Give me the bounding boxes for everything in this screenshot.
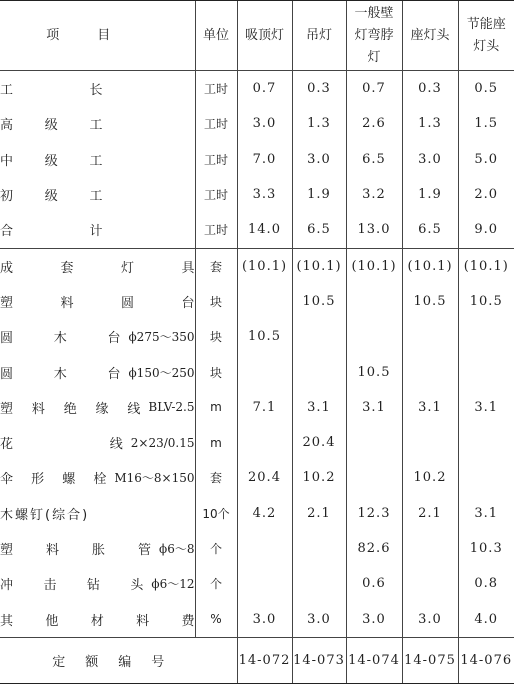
value-cell: 0.5 <box>458 71 514 107</box>
material-row <box>0 390 514 425</box>
value-cell: 20.4 <box>237 460 292 495</box>
value-cell: (10.1) <box>237 248 292 284</box>
unit-cell: 个 <box>195 566 237 601</box>
material-name-cell <box>0 390 195 425</box>
material-name-cell <box>0 602 195 638</box>
value-cell <box>292 566 346 601</box>
value-cell: 3.0 <box>402 142 458 177</box>
unit-cell: 块 <box>195 319 237 354</box>
unit-cell: % <box>195 602 237 638</box>
material-row <box>0 531 514 566</box>
unit-cell: m <box>195 425 237 460</box>
value-cell <box>402 354 458 389</box>
material-spec: ϕ150～250 <box>128 365 195 380</box>
labor-name: 高级工 <box>0 118 103 134</box>
material-name: 伞形螺栓 <box>0 472 107 488</box>
value-cell: 2.1 <box>292 496 346 531</box>
value-cell <box>237 566 292 601</box>
value-cell: (10.1) <box>402 248 458 284</box>
material-name: 塑料圆台 <box>0 296 195 311</box>
value-cell: 3.1 <box>458 496 514 531</box>
header-col-2: 吊灯 <box>292 1 346 71</box>
value-cell: 10.5 <box>346 354 402 389</box>
value-cell: 10.3 <box>458 531 514 566</box>
value-cell: 2.0 <box>458 177 514 212</box>
material-name: 其他材料费 <box>0 613 195 629</box>
material-row <box>0 566 514 601</box>
labor-name: 中级工 <box>0 153 103 169</box>
material-row <box>0 284 514 319</box>
value-cell <box>402 566 458 601</box>
value-cell <box>458 319 514 354</box>
value-cell: 3.0 <box>346 602 402 638</box>
value-cell: 1.3 <box>292 106 346 141</box>
material-name: 冲击钻头 <box>0 578 144 594</box>
value-cell <box>346 460 402 495</box>
unit-cell: 个 <box>195 531 237 566</box>
value-cell <box>402 319 458 354</box>
value-cell: (10.1) <box>346 248 402 284</box>
material-row <box>0 425 514 460</box>
value-cell <box>292 531 346 566</box>
material-row <box>0 460 514 495</box>
value-cell <box>346 319 402 354</box>
material-spec: M16～8×150 <box>114 471 195 486</box>
value-cell: 9.0 <box>458 212 514 248</box>
value-cell: 0.3 <box>292 71 346 107</box>
labor-name: 初级工 <box>0 189 103 205</box>
value-cell: 10.5 <box>458 284 514 319</box>
unit-cell: 工时 <box>195 71 237 107</box>
quota-code-row <box>0 637 514 683</box>
header-col-3: 一般壁灯弯脖灯 <box>346 1 402 71</box>
material-row <box>0 602 514 638</box>
material-spec: 2×23/0.15 <box>130 435 195 450</box>
value-cell: 82.6 <box>346 531 402 566</box>
value-cell: 12.3 <box>346 496 402 531</box>
value-cell: 20.4 <box>292 425 346 460</box>
quota-code: 14-074 <box>346 637 402 683</box>
value-cell <box>237 284 292 319</box>
header-unit: 单位 <box>195 1 237 71</box>
material-name: 塑料绝缘线 <box>0 401 141 417</box>
value-cell: 4.2 <box>237 496 292 531</box>
value-cell: 13.0 <box>346 212 402 248</box>
value-cell: 5.0 <box>458 142 514 177</box>
quota-code: 14-073 <box>292 637 346 683</box>
header-row <box>0 1 514 71</box>
header-item: 项目 <box>0 1 195 71</box>
labor-name: 合计 <box>0 212 195 248</box>
labor-row <box>0 106 514 141</box>
material-name-cell <box>0 354 195 389</box>
value-cell: 2.1 <box>402 496 458 531</box>
material-section <box>0 248 514 637</box>
material-name: 木螺钉(综合) <box>0 507 90 523</box>
labor-row <box>0 177 514 212</box>
material-name: 圆木台 <box>0 331 121 347</box>
value-cell: 0.3 <box>402 71 458 107</box>
header-col-1: 吸顶灯 <box>237 1 292 71</box>
value-cell: 7.0 <box>237 142 292 177</box>
material-name-cell <box>0 531 195 566</box>
value-cell: 0.7 <box>237 71 292 107</box>
value-cell <box>237 354 292 389</box>
value-cell: 6.5 <box>292 212 346 248</box>
value-cell: 3.0 <box>402 602 458 638</box>
value-cell <box>458 354 514 389</box>
unit-cell: 套 <box>195 460 237 495</box>
header-col-5: 节能座灯头 <box>458 1 514 71</box>
value-cell <box>237 425 292 460</box>
value-cell: 3.0 <box>237 602 292 638</box>
material-name-cell <box>0 460 195 495</box>
material-row <box>0 354 514 389</box>
value-cell: 1.9 <box>402 177 458 212</box>
material-row <box>0 319 514 354</box>
value-cell: 1.3 <box>402 106 458 141</box>
quota-code: 14-075 <box>402 637 458 683</box>
value-cell: 4.0 <box>458 602 514 638</box>
quota-code: 14-076 <box>458 637 514 683</box>
material-spec: ϕ6～12 <box>151 577 195 592</box>
value-cell: (10.1) <box>458 248 514 284</box>
material-spec: BLV-2.5 <box>148 400 195 415</box>
value-cell: 6.5 <box>346 142 402 177</box>
value-cell: 1.9 <box>292 177 346 212</box>
value-cell: 7.1 <box>237 390 292 425</box>
value-cell: 10.5 <box>237 319 292 354</box>
value-cell: 3.0 <box>237 106 292 141</box>
value-cell: 3.0 <box>292 602 346 638</box>
material-name-cell <box>0 284 195 319</box>
material-name-cell <box>0 248 195 284</box>
labor-row <box>0 212 514 248</box>
value-cell: 3.1 <box>292 390 346 425</box>
labor-row <box>0 142 514 177</box>
value-cell: 2.6 <box>346 106 402 141</box>
value-cell: 6.5 <box>402 212 458 248</box>
value-cell: 3.1 <box>458 390 514 425</box>
unit-cell: 10个 <box>195 496 237 531</box>
unit-cell: 块 <box>195 354 237 389</box>
quota-code: 14-072 <box>237 637 292 683</box>
material-name-cell <box>0 496 195 531</box>
unit-cell: 套 <box>195 248 237 284</box>
value-cell: 1.5 <box>458 106 514 141</box>
value-cell: 10.5 <box>292 284 346 319</box>
value-cell <box>237 531 292 566</box>
value-cell <box>292 354 346 389</box>
material-name: 成套灯具 <box>0 260 195 276</box>
value-cell <box>458 425 514 460</box>
value-cell: 0.6 <box>346 566 402 601</box>
unit-cell: 块 <box>195 284 237 319</box>
material-name: 塑料胀管 <box>0 543 152 559</box>
value-cell: 3.3 <box>237 177 292 212</box>
material-name: 花线 <box>0 437 123 453</box>
value-cell <box>402 531 458 566</box>
value-cell <box>402 425 458 460</box>
value-cell: 10.5 <box>402 284 458 319</box>
material-spec: ϕ275～350 <box>128 330 195 345</box>
material-name-cell <box>0 425 195 460</box>
value-cell: 0.8 <box>458 566 514 601</box>
unit-cell: 工时 <box>195 142 237 177</box>
labor-section <box>0 71 514 249</box>
unit-cell: 工时 <box>195 212 237 248</box>
value-cell: 10.2 <box>292 460 346 495</box>
value-cell: 10.2 <box>402 460 458 495</box>
value-cell <box>458 460 514 495</box>
value-cell: 3.2 <box>346 177 402 212</box>
value-cell <box>346 425 402 460</box>
unit-cell: m <box>195 390 237 425</box>
value-cell: 3.1 <box>346 390 402 425</box>
material-row <box>0 248 514 284</box>
material-name: 圆木台 <box>0 366 121 382</box>
material-spec: ϕ6～8 <box>159 542 195 557</box>
value-cell: 0.7 <box>346 71 402 107</box>
header-col-4: 座灯头 <box>402 1 458 71</box>
value-cell <box>292 319 346 354</box>
value-cell: 3.1 <box>402 390 458 425</box>
unit-cell: 工时 <box>195 177 237 212</box>
labor-row <box>0 71 514 107</box>
material-row <box>0 496 514 531</box>
unit-cell: 工时 <box>195 106 237 141</box>
value-cell: 3.0 <box>292 142 346 177</box>
value-cell <box>346 284 402 319</box>
material-name-cell <box>0 566 195 601</box>
material-name-cell <box>0 319 195 354</box>
value-cell: 14.0 <box>237 212 292 248</box>
quota-code-label: 定额编号 <box>0 637 237 683</box>
labor-name: 工长 <box>0 83 103 99</box>
value-cell: (10.1) <box>292 248 346 284</box>
